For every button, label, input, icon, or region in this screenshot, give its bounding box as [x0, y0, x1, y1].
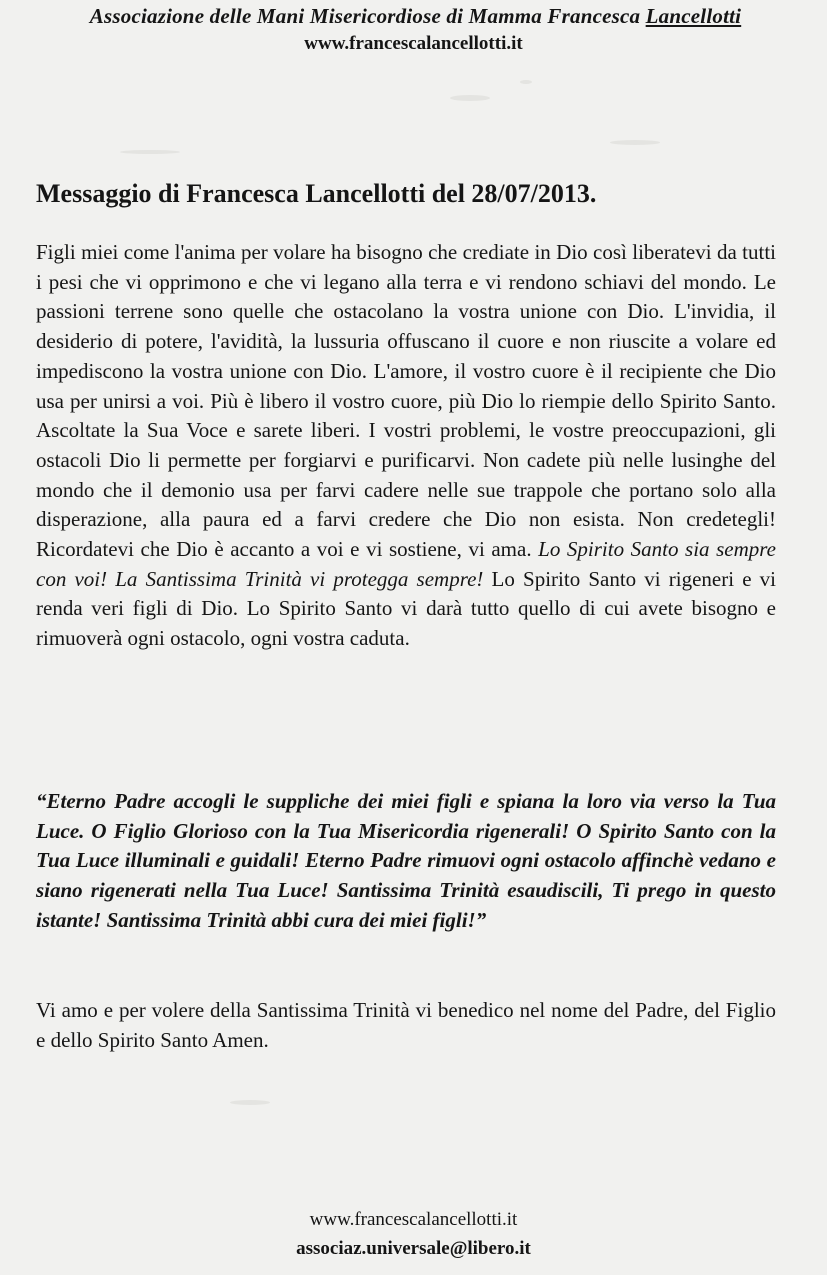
message-paragraph: [36, 238, 776, 654]
message-text-continued: Lo Spirito Santo vi rigeneri e vi renda veri figli di Dio. Lo Spirito Santo vi darà tutto quello di cui avete bisogno e rimuoverà ogni ostacolo, ogni vostra caduta.: [36, 566, 777, 651]
footer-website: www.francescalancellotti.it: [309, 1209, 518, 1230]
message-title: Messaggio di Francesca Lancellotti del 28/07/2013.: [36, 179, 597, 208]
prayer-paragraph: “Eterno Padre accogli le suppliche dei miei figli e spiana la loro via verso la Tua Luce. O Figlio Glorioso con la Tua Misericordia rigenerali! O Spirito Santo con la Tua Luce illuminali e guidali! Eterno Padre rimuovi ogni ostacolo affinchè vedano e siano rigenerati nella Tua Luce! Santissima Trinità esaudiscili, Ti prego in questo istante! Santissima Trinità abbi cura dei miei figli!”: [36, 789, 776, 932]
message-italic-blessing: Lo Spirito Santo sia sempre con voi! La Santissima Trinità vi protegga sempre!: [36, 537, 776, 591]
scan-speck: [120, 150, 180, 154]
association-surname: Lancellotti: [645, 4, 742, 28]
scan-speck: [230, 1100, 270, 1105]
association-name: Associazione delle Mani Misericordiose di Mamma Francesca: [89, 4, 646, 28]
scan-speck: [450, 95, 490, 101]
association-header: [18, 4, 813, 29]
footer-email: associaz.universale@libero.it: [296, 1238, 531, 1259]
header-website: www.francescalancellotti.it: [304, 33, 523, 54]
message-text: Figli miei come l'anima per volare ha bisogno che crediate in Dio così liberatevi da tutti i pesi che vi opprimono e che vi legano alla terra e vi rendono schiavi del mondo. Le passioni terrene sono quelle che ostacolano la vostra unione con Dio. L'invidia, il desiderio di potere, l'avidità, la lussuria offuscano il cuore e non riuscite a volare ed impediscono la vostra unione con Dio. L'amore, il vostro cuore è il recipiente che Dio usa per unirsi a voi. Più è libero il vostro cuore, più Dio lo riempie dello Spirito Santo. Ascoltate la Sua Voce e sarete liberi. I vostri problemi, le vostre preoccupazioni, gli ostacoli Dio li permette per forgiarvi e purificarvi. Non cadete più nelle lusinghe del mondo che il demonio usa per farvi cadere nelle sue trappole che portano solo alla disperazione, alla paura ed a farvi credere che Dio non esista. Non credetegli! Ricordatevi che Dio è accanto a voi e vi sostiene, vi ama.: [36, 240, 776, 562]
closing-paragraph: Vi amo e per volere della Santissima Trinità vi benedico nel nome del Padre, del Figlio e dello Spirito Santo Amen.: [36, 998, 776, 1052]
scan-speck: [610, 140, 660, 145]
scan-speck: [520, 80, 532, 84]
